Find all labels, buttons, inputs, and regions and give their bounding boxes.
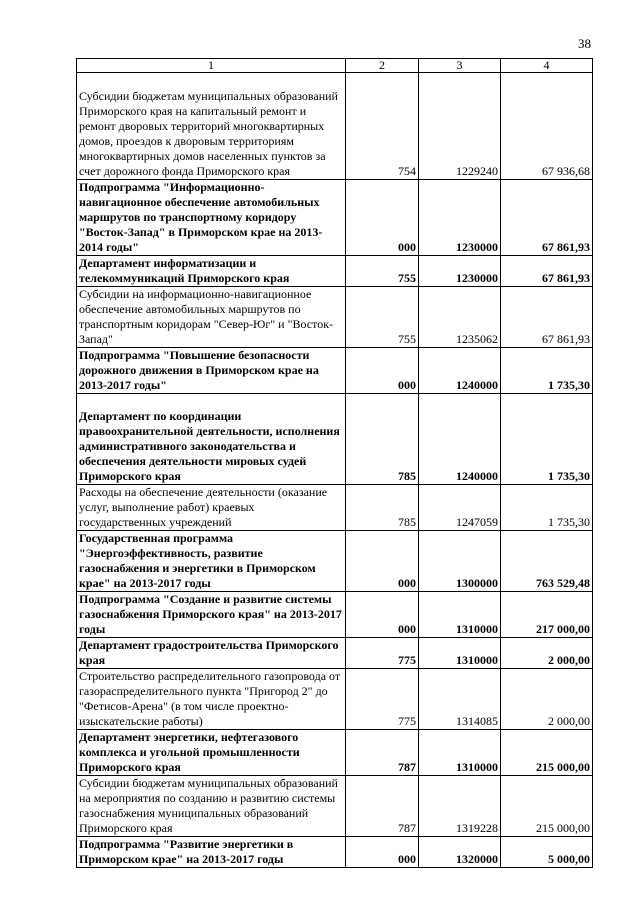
row-ministry-code-cell: 755 <box>346 287 419 348</box>
row-target-code-cell: 1320000 <box>419 837 501 868</box>
row-target-code-cell: 1300000 <box>419 531 501 592</box>
row-target-code-cell: 1240000 <box>419 348 501 394</box>
row-name-cell: Подпрограмма "Повышение безопасности дорожного движения в Приморском крае на 2013-2017 годы" <box>77 348 346 394</box>
table-body <box>77 73 593 868</box>
table-row <box>77 256 593 287</box>
row-target-code-cell: 1310000 <box>419 592 501 638</box>
row-ministry-code-cell: 000 <box>346 837 419 868</box>
row-target-code-cell: 1229240 <box>419 73 501 180</box>
table-row <box>77 638 593 669</box>
row-ministry-code-cell: 785 <box>346 485 419 531</box>
row-amount-cell: 217 000,00 <box>501 592 593 638</box>
table-row <box>77 776 593 837</box>
row-name-cell: Департамент градостроительства Приморского края <box>77 638 346 669</box>
row-target-code-cell: 1240000 <box>419 394 501 485</box>
table-row <box>77 485 593 531</box>
row-target-code-cell: 1319228 <box>419 776 501 837</box>
row-ministry-code-cell: 775 <box>346 638 419 669</box>
row-name-cell: Департамент информатизации и телекоммуникаций Приморского края <box>77 256 346 287</box>
row-name-cell: Подпрограмма "Развитие энергетики в Приморском крае" на 2013-2017 годы <box>77 837 346 868</box>
row-name-cell: Субсидии бюджетам муниципальных образований на мероприятия по созданию и развитию системы газоснабжения муниципальных образований Приморского края <box>77 776 346 837</box>
row-ministry-code-cell: 000 <box>346 180 419 256</box>
table-row <box>77 348 593 394</box>
row-ministry-code-cell: 787 <box>346 776 419 837</box>
budget-table <box>76 58 593 868</box>
row-name-cell: Департамент энергетики, нефтегазового комплекса и угольной промышленности Приморского края <box>77 730 346 776</box>
row-amount-cell: 215 000,00 <box>501 776 593 837</box>
row-ministry-code-cell: 785 <box>346 394 419 485</box>
table-row <box>77 669 593 730</box>
row-target-code-cell: 1235062 <box>419 287 501 348</box>
column-header-3: 3 <box>419 59 501 73</box>
table-row <box>77 592 593 638</box>
row-target-code-cell: 1310000 <box>419 638 501 669</box>
row-name-cell: Департамент по координации правоохранительной деятельности, исполнения административного законодательства и обеспечения деятельности мировых судей Приморского края <box>77 394 346 485</box>
page-number: 38 <box>578 36 591 51</box>
row-name-cell: Субсидии бюджетам муниципальных образований Приморского края на капитальный ремонт и ремонт дворовых территорий многоквартирных домов, проездов к дворовым территориям многоквартирных домов населенных пунктов за счет дорожного фонда Приморского края <box>77 73 346 180</box>
row-amount-cell: 215 000,00 <box>501 730 593 776</box>
table-row <box>77 73 593 180</box>
column-header-2: 2 <box>346 59 419 73</box>
row-target-code-cell: 1247059 <box>419 485 501 531</box>
row-ministry-code-cell: 000 <box>346 592 419 638</box>
row-amount-cell: 1 735,30 <box>501 394 593 485</box>
row-ministry-code-cell: 775 <box>346 669 419 730</box>
row-target-code-cell: 1230000 <box>419 256 501 287</box>
row-amount-cell: 67 861,93 <box>501 256 593 287</box>
column-header-1: 1 <box>77 59 346 73</box>
row-amount-cell: 67 861,93 <box>501 287 593 348</box>
row-ministry-code-cell: 000 <box>346 531 419 592</box>
row-amount-cell: 763 529,48 <box>501 531 593 592</box>
row-name-cell: Расходы на обеспечение деятельности (оказание услуг, выполнение работ) краевых государственных учреждений <box>77 485 346 531</box>
table-row <box>77 730 593 776</box>
table-header-row <box>77 59 593 73</box>
row-ministry-code-cell: 755 <box>346 256 419 287</box>
column-header-4: 4 <box>501 59 593 73</box>
table-row <box>77 287 593 348</box>
row-name-cell: Строительство распределительного газопровода от газораспределительного пункта "Пригород 2" до "Фетисов-Арена" (в том числе проектно-изыскательские работы) <box>77 669 346 730</box>
row-amount-cell: 5 000,00 <box>501 837 593 868</box>
row-amount-cell: 67 861,93 <box>501 180 593 256</box>
row-amount-cell: 2 000,00 <box>501 669 593 730</box>
table-row <box>77 531 593 592</box>
row-name-cell: Государственная программа "Энергоэффективность, развитие газоснабжения и энергетики в Приморском крае" на 2013-2017 годы <box>77 531 346 592</box>
table-row <box>77 394 593 485</box>
row-name-cell: Подпрограмма "Информационно-навигационное обеспечение автомобильных маршрутов по транспортному коридору "Восток-Запад" в Приморском крае на 2013-2014 годы" <box>77 180 346 256</box>
row-ministry-code-cell: 000 <box>346 348 419 394</box>
row-target-code-cell: 1230000 <box>419 180 501 256</box>
row-ministry-code-cell: 754 <box>346 73 419 180</box>
row-target-code-cell: 1310000 <box>419 730 501 776</box>
row-target-code-cell: 1314085 <box>419 669 501 730</box>
row-amount-cell: 2 000,00 <box>501 638 593 669</box>
row-amount-cell: 1 735,30 <box>501 485 593 531</box>
table-row <box>77 180 593 256</box>
row-ministry-code-cell: 787 <box>346 730 419 776</box>
row-amount-cell: 1 735,30 <box>501 348 593 394</box>
row-name-cell: Субсидии на информационно-навигационное обеспечение автомобильных маршрутов по транспортным коридорам "Север-Юг" и "Восток-Запад" <box>77 287 346 348</box>
table-row <box>77 837 593 868</box>
row-amount-cell: 67 936,68 <box>501 73 593 180</box>
row-name-cell: Подпрограмма "Создание и развитие системы газоснабжения Приморского края" на 2013-2017 годы <box>77 592 346 638</box>
